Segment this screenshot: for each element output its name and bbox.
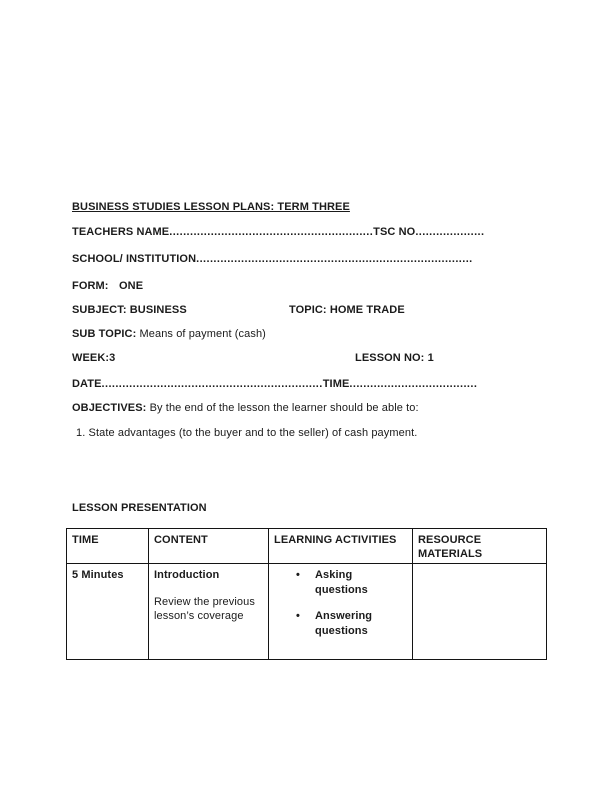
activity-item (274, 609, 407, 639)
form-label: FORM: (72, 280, 109, 292)
page-title-text: BUSINESS STUDIES LESSON PLANS: TERM THREE (72, 201, 350, 213)
cell-resource-materials (413, 564, 547, 660)
tsc-no-label: TSC NO (373, 226, 416, 238)
sub-topic-line (72, 327, 266, 341)
time-dots: ..................................... (349, 378, 478, 390)
header-learning-activities: LEARNING ACTIVITIES (269, 529, 413, 564)
school-institution-label: SCHOOL/ INSTITUTION (72, 253, 197, 265)
objectives-label: OBJECTIVES: (72, 402, 147, 414)
objectives-line (72, 401, 419, 415)
teachers-name-line (72, 225, 484, 239)
bullet-icon: • (296, 610, 300, 622)
content-body: Review the previous lesson’s coverage (154, 596, 255, 622)
form-value: ONE (119, 280, 144, 292)
cell-content (149, 564, 269, 660)
header-resource-materials: RESOURCE MATERIALS (413, 529, 547, 564)
sub-topic-label: SUB TOPIC: (72, 328, 137, 340)
date-dots: ................................................................ (101, 378, 323, 390)
objective-item-1: 1. State advantages (to the buyer and to the seller) of cash payment. (76, 427, 418, 439)
objectives-text: By the end of the lesson the learner should be able to: (146, 402, 419, 414)
sub-topic-value: Means of payment (cash) (136, 328, 266, 340)
week-lesson-line (72, 351, 434, 365)
form-line (72, 279, 144, 293)
time-label: TIME (322, 378, 350, 390)
school-institution-line (72, 252, 473, 266)
activities-list (274, 568, 407, 639)
teachers-name-label: TEACHERS NAME (72, 226, 170, 238)
week-label: WEEK:3 (72, 352, 116, 364)
lesson-presentation-table (66, 528, 547, 660)
date-time-line (72, 377, 477, 391)
subject-label: SUBJECT: BUSINESS (72, 304, 187, 316)
content-title: Introduction (154, 569, 220, 581)
activity-text: Asking questions (315, 569, 368, 596)
header-content: CONTENT (149, 529, 269, 564)
lesson-presentation-heading: LESSON PRESENTATION (72, 502, 207, 514)
table-header-row (67, 529, 547, 564)
activity-text: Answering questions (315, 610, 373, 637)
table-row (67, 564, 547, 660)
date-label: DATE (72, 378, 102, 390)
bullet-icon: • (296, 569, 300, 581)
topic-label: TOPIC: HOME TRADE (289, 304, 405, 316)
activity-item (274, 568, 407, 598)
teachers-name-dots: ........................................................... (169, 226, 374, 238)
lesson-no-label: LESSON NO: 1 (355, 352, 434, 364)
subject-topic-line (72, 303, 405, 317)
school-institution-dots: ................................................................................ (196, 253, 473, 265)
header-time: TIME (67, 529, 149, 564)
cell-learning-activities (269, 564, 413, 660)
cell-time: 5 Minutes (67, 564, 149, 660)
tsc-no-dots: .................... (415, 226, 485, 238)
page-title (72, 200, 350, 214)
